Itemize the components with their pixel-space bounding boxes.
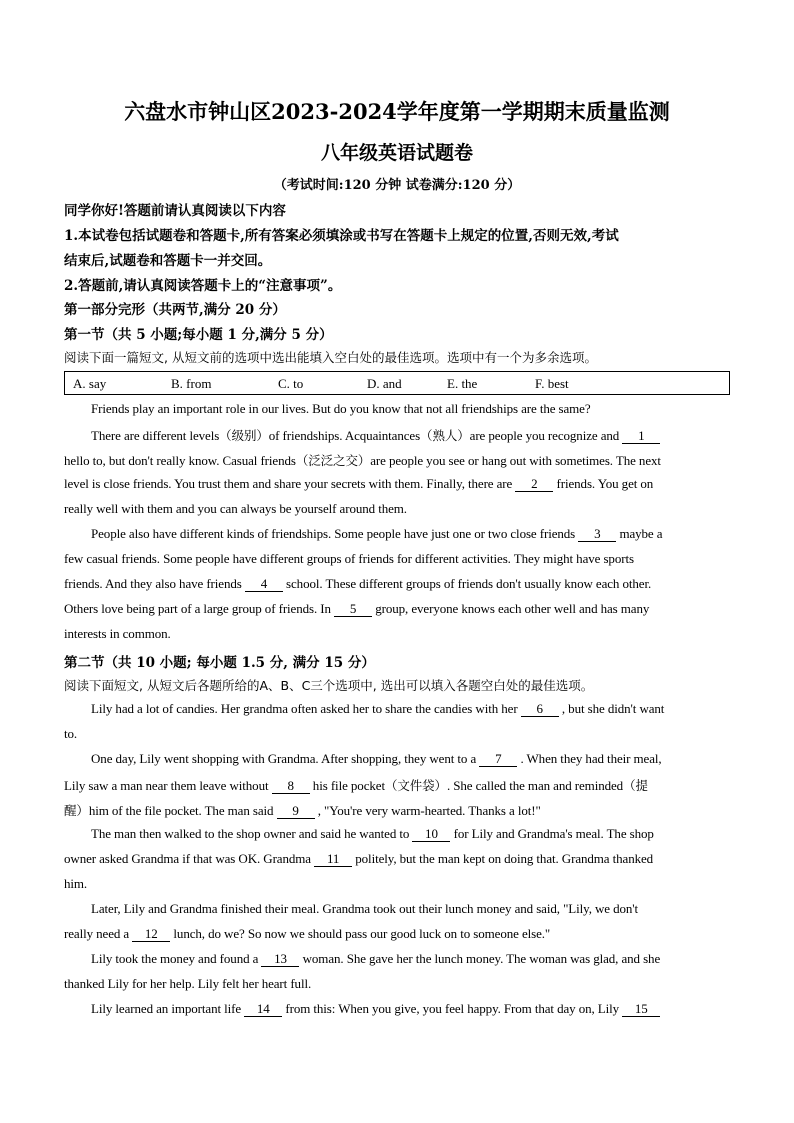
passage2-line: [91, 1001, 761, 1017]
passage1-line: [64, 476, 734, 492]
text: from this: When you give, you feel happy. From that day on, Lily: [282, 1001, 623, 1016]
text: are people you recognize and: [469, 428, 623, 443]
text: interests in common.: [64, 626, 171, 641]
gloss: （熟人）: [420, 428, 470, 443]
text: politely, but the man kept on doing that. Grandma thanked: [352, 851, 654, 866]
passage2-line: [91, 701, 761, 717]
gloss: （级别）: [219, 428, 269, 443]
instructions-greeting: 同学你好!答题前请认真阅读以下内容: [64, 203, 286, 219]
blank-2[interactable]: 2: [515, 477, 553, 492]
exam-title: 六盘水市钟山区2023-2024学年度第一学期期末质量监测: [124, 99, 670, 124]
passage2-line: [64, 801, 734, 819]
text: to.: [64, 726, 78, 741]
option-c: C. to: [278, 376, 304, 391]
gloss: （文件袋）: [384, 778, 447, 793]
blank-5[interactable]: 5: [334, 602, 372, 617]
section2-heading: 第二节（共 10 小题; 每小题 1.5 分, 满分 15 分）: [64, 655, 375, 671]
text: few casual friends. Some people have different groups of friends for different activities. They might have sports: [64, 551, 634, 566]
blank-12[interactable]: 12: [132, 927, 170, 942]
passage2-line: [64, 976, 734, 992]
text: Later, Lily and Grandma finished their meal. Grandma took out their lunch money and said, "Lily, we don't: [91, 901, 639, 916]
passage1-line: [91, 401, 761, 417]
passage1-line: [91, 426, 761, 444]
section2-direction: 阅读下面短文, 从短文后各题所给的A、B、C三个选项中, 选出可以填入各题空白处的最佳选项。: [64, 678, 594, 693]
text: Lily learned an important life: [91, 1001, 245, 1016]
text: thanked Lily for her help. Lily felt her heart full.: [64, 976, 312, 991]
gloss: （提: [623, 778, 648, 793]
passage2-line: [64, 926, 734, 942]
text: owner asked Grandma if that was OK. Grandma: [64, 851, 315, 866]
text: friends. And they also have friends: [64, 576, 245, 591]
exam-info: （考试时间:120 分钟 试卷满分:120 分）: [273, 178, 521, 193]
text: , "You're very warm-hearted. Thanks a lot!": [314, 803, 541, 818]
exam-subtitle: 八年级英语试题卷: [320, 142, 473, 164]
passage1-line: [91, 526, 761, 542]
passage1-line: [64, 576, 734, 592]
text: Others love being part of a large group of friends. In: [64, 601, 335, 616]
blank-11[interactable]: 11: [314, 852, 352, 867]
blank-1[interactable]: 1: [622, 429, 660, 444]
instruction-1a: 1.本试卷包括试题卷和答题卡,所有答案必须填涂或书写在答题卡上规定的位置,否则无效,考试: [64, 228, 619, 244]
text: One day, Lily went shopping with Grandma. After shopping, they went to a: [91, 751, 480, 766]
text: his file pocket: [309, 778, 385, 793]
options-box: [64, 371, 730, 395]
text: People also have different kinds of friendships. Some people have just one or two close friends: [91, 526, 579, 541]
passage2-line: [64, 876, 734, 892]
blank-3[interactable]: 3: [578, 527, 616, 542]
text: There are different levels: [91, 428, 220, 443]
passage1-line: [64, 501, 734, 517]
option-d: D. and: [367, 376, 402, 391]
part1-heading: 第一部分完形（共两节,满分 20 分）: [64, 302, 286, 318]
instruction-1b: 结束后,试题卷和答题卡一并交回。: [64, 253, 272, 269]
passage1-line: [64, 551, 734, 567]
instruction-2: 2.答题前,请认真阅读答题卡上的“注意事项”。: [64, 278, 342, 294]
section1-heading: 第一节（共 5 小题;每小题 1 分,满分 5 分）: [64, 327, 333, 343]
text: Lily had a lot of candies. Her grandma often asked her to share the candies with her: [91, 701, 521, 716]
blank-10[interactable]: 10: [412, 827, 450, 842]
text: Friends play an important role in our lives. But do you know that not all friendships are the same?: [91, 401, 591, 416]
passage1-line: [64, 601, 734, 617]
text: are people you see or hang out with sometimes. The next: [370, 453, 661, 468]
option-f: F. best: [535, 376, 569, 391]
passage1-line: [64, 451, 734, 469]
text: really well with them and you can always be yourself around them.: [64, 501, 407, 516]
text: of friendships. Acquaintances: [268, 428, 421, 443]
option-a: A. say: [73, 376, 107, 391]
text: school. These different groups of friends don't usually know each other.: [282, 576, 652, 591]
section1-direction: 阅读下面一篇短文, 从短文前的选项中选出能填入空白处的最佳选项。选项中有一个为多余选项。: [64, 350, 597, 365]
option-e: E. the: [447, 376, 478, 391]
text: for Lily and Grandma's meal. The shop: [450, 826, 654, 841]
gloss: 醒）: [64, 803, 89, 818]
blank-14[interactable]: 14: [244, 1002, 282, 1017]
passage2-line: [91, 751, 761, 767]
text: Lily saw a man near them leave without: [64, 778, 272, 793]
passage1-line: [64, 626, 734, 642]
blank-6[interactable]: 6: [521, 702, 559, 717]
text: friends. You get on: [553, 476, 654, 491]
gloss: （泛泛之交）: [295, 453, 371, 468]
option-b: B. from: [171, 376, 212, 391]
passage2-line: [91, 951, 761, 967]
passage2-line: [64, 851, 734, 867]
text: really need a: [64, 926, 133, 941]
text: . When they had their meal,: [517, 751, 662, 766]
text: , but she didn't want: [558, 701, 665, 716]
blank-15[interactable]: 15: [622, 1002, 660, 1017]
text: maybe a: [616, 526, 663, 541]
text: him of the file pocket. The man said: [88, 803, 277, 818]
text: lunch, do we? So now we should pass our good luck on to someone else.": [170, 926, 551, 941]
text: hello to, but don't really know. Casual friends: [64, 453, 296, 468]
passage2-line: [64, 776, 734, 794]
blank-4[interactable]: 4: [245, 577, 283, 592]
text: Lily took the money and found a: [91, 951, 262, 966]
passage2-line: [91, 901, 761, 917]
text: . She called the man and reminded: [446, 778, 624, 793]
blank-13[interactable]: 13: [261, 952, 299, 967]
blank-7[interactable]: 7: [479, 752, 517, 767]
text: level is close friends. You trust them and share your secrets with them. Finally, there are: [64, 476, 516, 491]
passage2-line: [64, 726, 734, 742]
text: woman. She gave her the lunch money. The woman was glad, and she: [299, 951, 661, 966]
text: him.: [64, 876, 88, 891]
passage2-line: [91, 826, 761, 842]
text: The man then walked to the shop owner and said he wanted to: [91, 826, 413, 841]
text: group, everyone knows each other well and has many: [372, 601, 650, 616]
blank-9[interactable]: 9: [277, 804, 315, 819]
blank-8[interactable]: 8: [272, 779, 310, 794]
